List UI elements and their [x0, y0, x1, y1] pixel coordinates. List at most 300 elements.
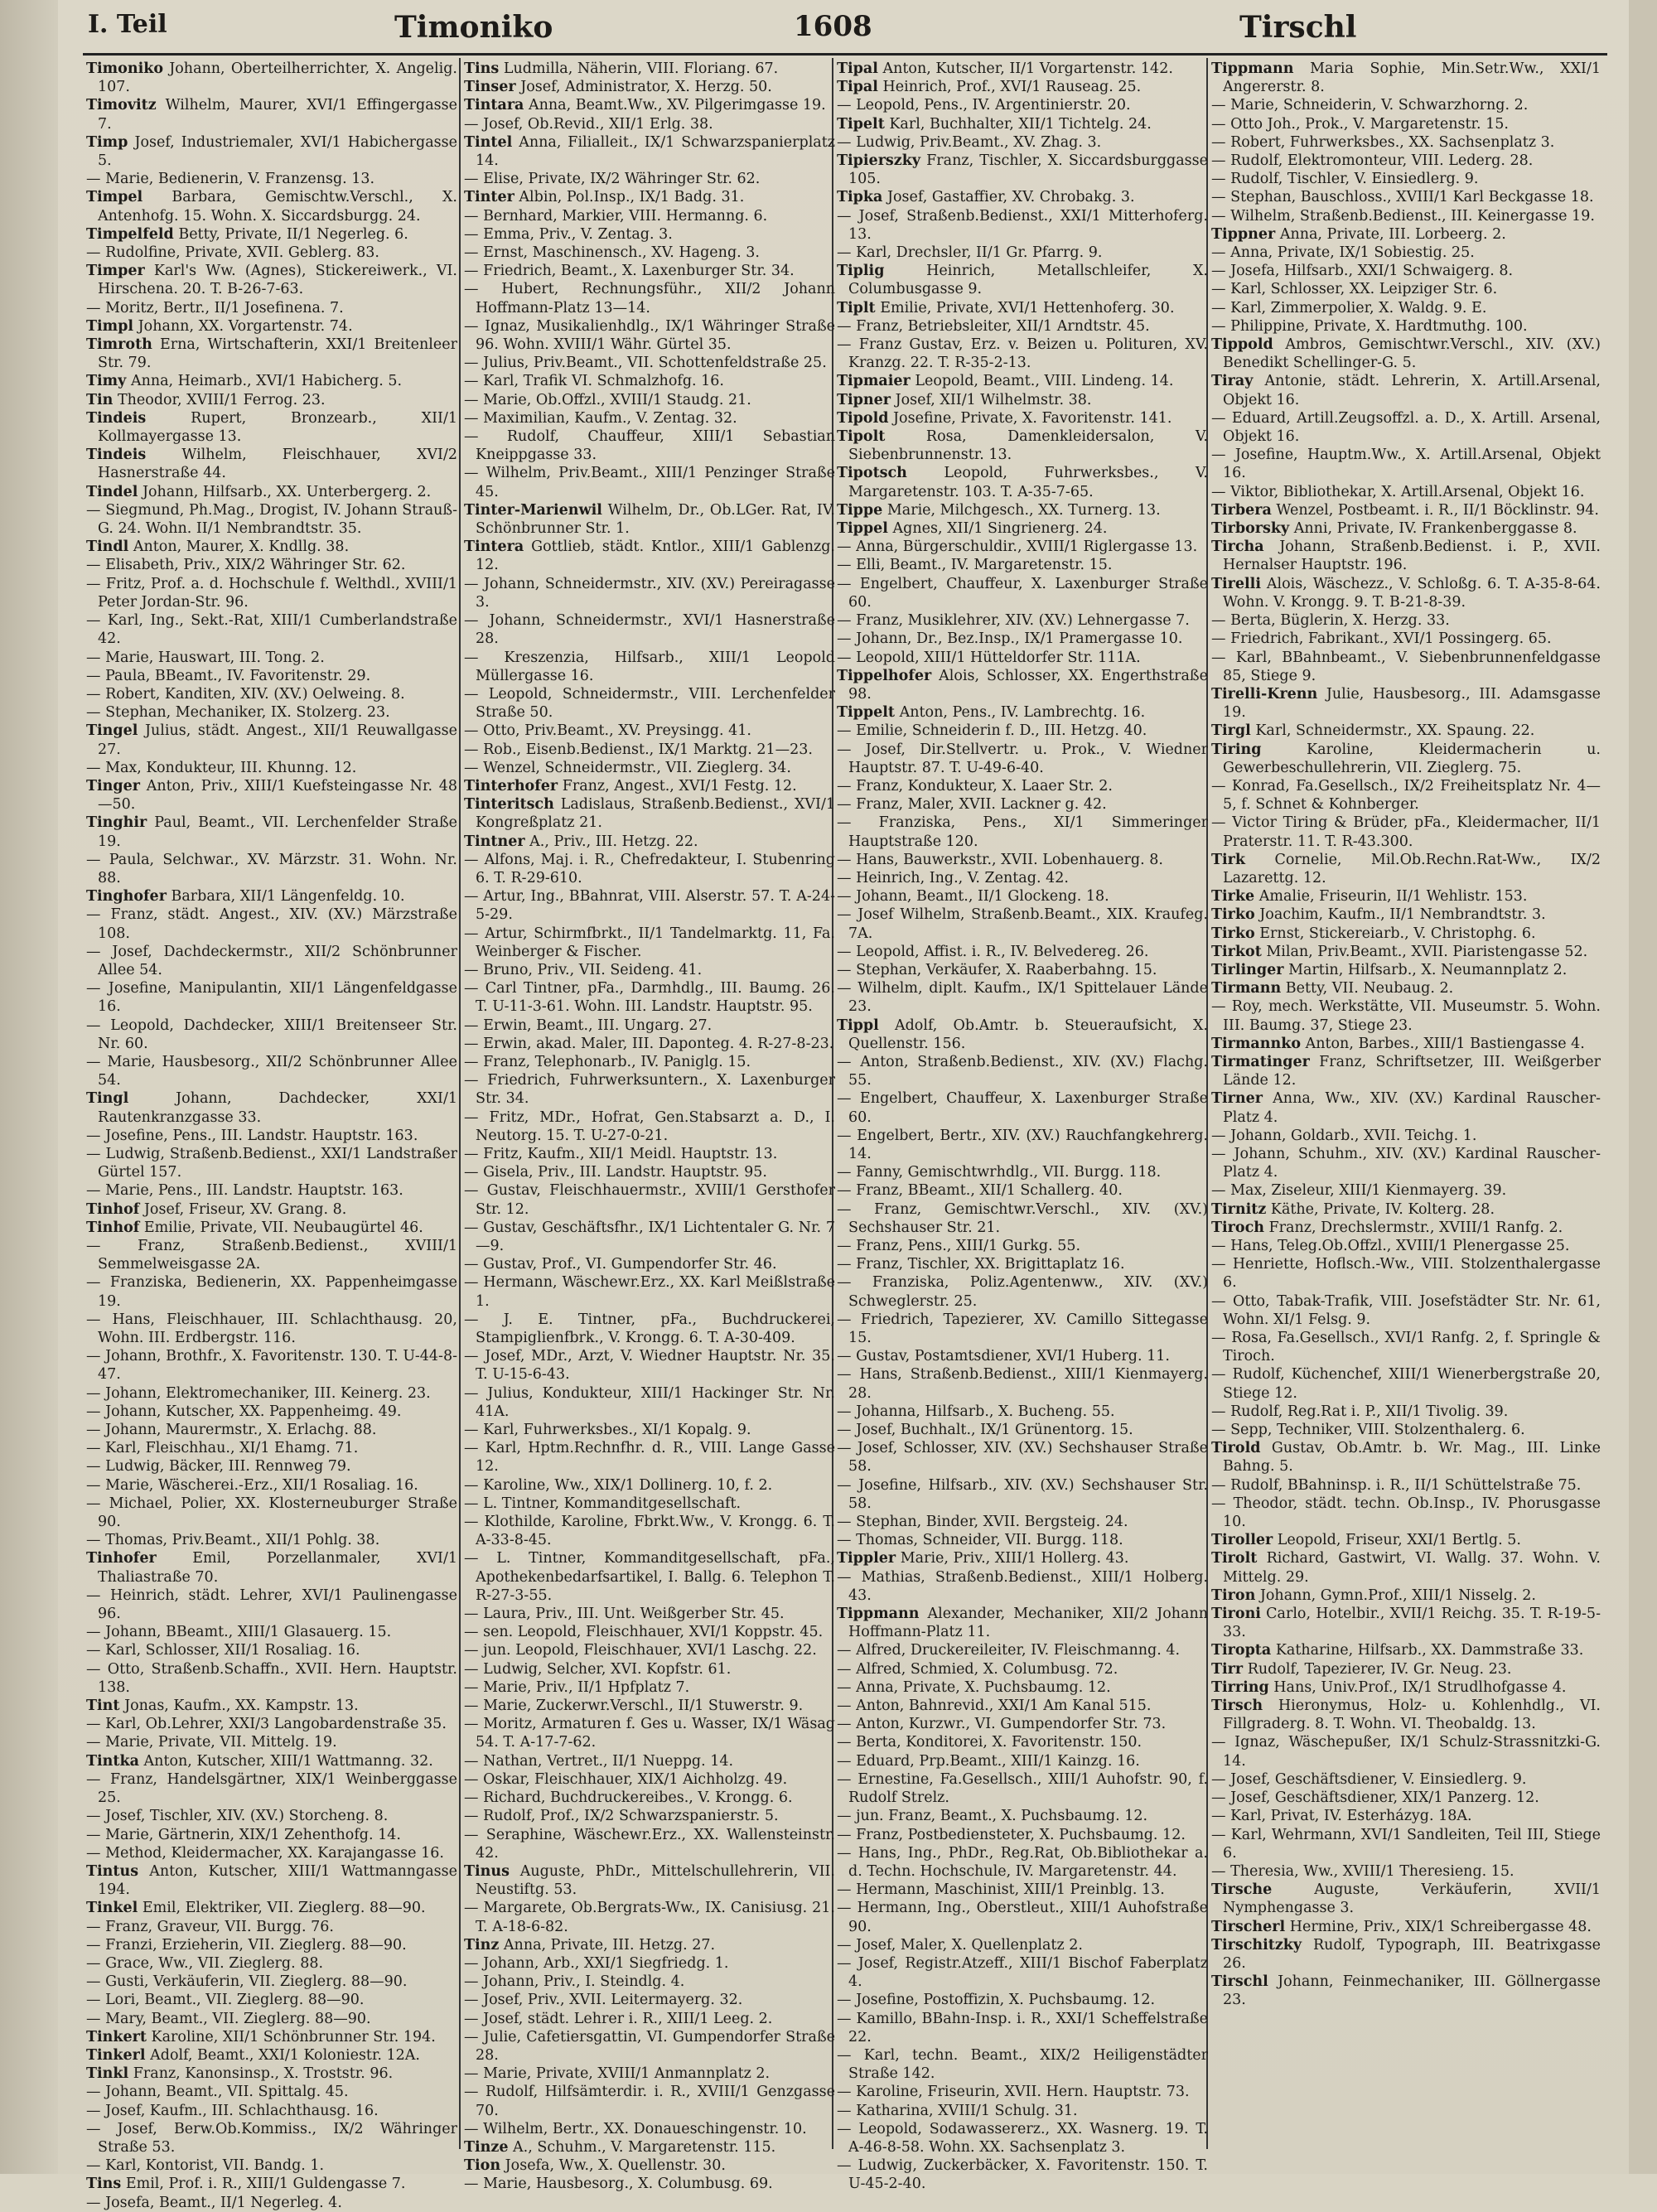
directory-entry [837, 244, 1208, 262]
entry-details: — Siegmund, Ph.Mag., Drogist, IV. Johann Strauß-G. 24. Wohn. II/1 Nembrandtstr. 35. [86, 501, 457, 538]
header-last-entry: Tirschl [1239, 10, 1357, 45]
entry-surname: Tirlinger [1211, 961, 1284, 978]
entry-details: — Heinrich, Ing., V. Zentag. 42. [837, 869, 1069, 886]
directory-entry [464, 685, 835, 722]
directory-entry [837, 464, 1208, 500]
directory-entry [1211, 409, 1601, 446]
entry-surname: Timper [86, 263, 145, 280]
directory-entry [837, 1017, 1208, 1053]
entry-details: — Leopold, Pens., IV. Argentinierstr. 20. [837, 97, 1131, 114]
entry-details: — Josefine, Hilfsarb., XIV. (XV.) Sechshauser Str. 58. [837, 1476, 1208, 1512]
entry-surname: Tipelt [837, 115, 885, 133]
directory-entry [464, 207, 835, 225]
entry-surname: Tinhof [86, 1219, 140, 1236]
entry-surname: Tirolt [1211, 1550, 1258, 1567]
directory-entry [837, 1403, 1208, 1421]
directory-entry [86, 1641, 457, 1659]
directory-entry [837, 1127, 1208, 1163]
entry-surname: Tintner [464, 833, 525, 850]
entry-details: — Laura, Priv., III. Unt. Weißgerber Str. 45. [464, 1606, 785, 1623]
directory-entry [86, 2120, 457, 2156]
entry-details: Anton, Kutscher, XIII/1 Wattmanng. 32. [143, 1752, 433, 1770]
entry-details: — Franz, Betriebsleiter, XII/1 Arndtstr. 45. [837, 317, 1150, 335]
entry-details: — Hans, Straßenb.Bedienst., XIII/1 Kienmayerg. 28. [837, 1366, 1208, 1402]
directory-entry [837, 1273, 1208, 1310]
directory-entry [464, 1770, 835, 1789]
entry-details: — Alfons, Maj. i. R., Chefredakteur, I. Stubenring 6. T. R-29-610. [464, 851, 835, 886]
directory-entry [464, 464, 835, 500]
entry-details: Heinrich, Metallschleifer, X. Columbusgasse 9. [848, 263, 1208, 298]
directory-entry [86, 1053, 457, 1089]
directory-entry [837, 1697, 1208, 1715]
entry-details: — Franz, Musiklehrer, XIV. (XV.) Lehnergasse 7. [837, 612, 1190, 630]
entry-details: Joachim, Kaufm., II/1 Nembrandtstr. 3. [1259, 906, 1546, 924]
directory-entry [1211, 336, 1601, 372]
entry-details: — Hans, Teleg.Ob.Offzl., XVIII/1 Plenergasse 25. [1211, 1238, 1570, 1254]
directory-entry [464, 1053, 835, 1071]
entry-details: — Josef, Dachdeckermstr., XII/2 Schönbrunner Allee 54. [86, 943, 457, 978]
entry-details: — Marie, Zuckerwr.Verschl., II/1 Stuwerstr. 9. [464, 1698, 804, 1715]
entry-details: Anna, Heimarb., XVI/1 Habicherg. 5. [130, 373, 403, 390]
entry-details: — Hermann, Wäschewr.Erz., XX. Karl Meißlstraße 1. [464, 1274, 835, 1310]
entry-details: — Alfred, Druckereileiter, IV. Fleischmanng. 4. [837, 1642, 1181, 1659]
directory-entry [464, 1549, 835, 1605]
directory-entry [464, 741, 835, 759]
directory-entry [1211, 685, 1601, 722]
directory-entry [86, 1347, 457, 1384]
entry-details: — Otto, Straßenb.Schaffn., XVII. Hern. Hauptstr. 138. [86, 1660, 457, 1696]
entry-details: Johann, Hilfsarb., XX. Unterbergerg. 2. [143, 483, 432, 500]
entry-details: — Franziska, Pens., XI/1 Simmeringer Hauptstraße 120. [837, 814, 1208, 850]
directory-entry [837, 1311, 1208, 1347]
entry-details: Milan, Priv.Beamt., XVII. Piaristengasse 52. [1266, 943, 1588, 960]
entry-details: — Ignaz, Musikalienhdlg., IX/1 Währinger Straße 96. Wohn. XVIII/1 Währ. Gürtel 35. [464, 317, 835, 354]
entry-details: — Henriette, Hoflsch.-Ww., VIII. Stolzenthalergasse 6. [1211, 1256, 1601, 1292]
entry-details: — Marie, Hausbesorg., XII/2 Schönbrunner Allee 54. [86, 1053, 457, 1089]
entry-details: — Karl, Ob.Lehrer, XXI/3 Langobardenstraße 35. [86, 1716, 447, 1733]
entry-details: — Roy, mech. Werkstätte, VII. Museumstr. 5. Wohn. III. Baumg. 37, Stiege 23. [1211, 998, 1601, 1034]
directory-entry [464, 1108, 835, 1145]
entry-surname: Tion [464, 2157, 501, 2175]
directory-entry [1211, 317, 1601, 336]
entry-surname: Tippmann [1211, 60, 1294, 77]
entry-details: — Hermann, Ing., Oberstleut., XIII/1 Auhofstraße 90. [837, 1900, 1208, 1935]
directory-entry [1211, 1807, 1601, 1825]
directory-entry [837, 262, 1208, 298]
directory-entry [86, 943, 457, 979]
entry-surname: Tipold [837, 409, 889, 427]
entry-details: — Josef, Schlosser, XIV. (XV.) Sechshauser Straße 58. [837, 1440, 1208, 1475]
directory-entry [464, 795, 835, 832]
entry-details: Wenzel, Postbeamt. i. R., II/1 Böcklinstr. 94. [1276, 501, 1599, 519]
entry-details: — Erwin, Beamt., III. Ungarg. 27. [464, 1017, 713, 1034]
entry-details: Gustav, Ob.Amtr. b. Wr. Mag., III. Linke Bahng. 5. [1223, 1440, 1601, 1475]
directory-entry [86, 299, 457, 317]
entry-surname: Tirscherl [1211, 1918, 1286, 1935]
entry-surname: Tinghir [86, 814, 147, 832]
directory-entry [464, 1219, 835, 1255]
directory-entry [1211, 244, 1601, 262]
directory-entry [464, 96, 835, 114]
directory-entry [1211, 1789, 1601, 1807]
entry-details: — Josef, Kaufm., III. Schlachthausg. 16. [86, 2102, 379, 2119]
entry-details: — Paula, BBeamt., IV. Favoritenstr. 29. [86, 667, 371, 684]
entry-surname: Tiroch [1211, 1219, 1264, 1236]
entry-details: — jun. Leopold, Fleischhauer, XVI/1 Laschg. 22. [464, 1642, 817, 1659]
directory-entry [837, 60, 1208, 78]
entry-details: Ladislaus, Straßenb.Bedienst., XVI/1 Kongreßplatz 21. [476, 796, 835, 832]
entry-surname: Tirring [1211, 1678, 1269, 1696]
entry-details: Julie, Hausbesorg., III. Adamsgasse 19. [1223, 685, 1601, 722]
entry-details: Anna, Ww., XIV. (XV.) Kardinal Rauscher-Platz 4. [1223, 1090, 1601, 1126]
column-divider [459, 58, 461, 2149]
entry-details: — Viktor, Bibliothekar, X. Artill.Arsenal, Objekt 16. [1211, 483, 1585, 500]
directory-entry [464, 1163, 835, 1181]
entry-details: — Josefine, Pens., III. Landstr. Hauptstr. 163. [86, 1127, 418, 1144]
entry-details: — Heinrich, städt. Lehrer, XVI/1 Paulinengasse 96. [86, 1587, 457, 1623]
directory-entry [837, 1347, 1208, 1365]
entry-surname: Tinghofer [86, 888, 167, 906]
entry-details: Franz, Drechslermstr., XVIII/1 Ranfg. 2. [1268, 1219, 1563, 1236]
directory-entry [1211, 906, 1601, 924]
directory-entry [837, 961, 1208, 979]
entry-details: — Stephan, Bauschloss., XVIII/1 Karl Beckgasse 18. [1211, 189, 1594, 206]
directory-entry [1211, 60, 1601, 96]
directory-entry [1211, 1862, 1601, 1881]
directory-entry [464, 1623, 835, 1641]
entry-details: — Otto, Tabak-Trafik, VIII. Josefstädter Str. Nr. 61, Wohn. XI/1 Felsg. 9. [1211, 1292, 1601, 1328]
directory-entry [837, 538, 1208, 556]
directory-entry [837, 1476, 1208, 1513]
entry-surname: Tirbera [1211, 501, 1272, 519]
directory-entry [1211, 630, 1601, 648]
entry-details: Anna, Filialleit., IX/1 Schwarzspanierplatz 14. [476, 133, 835, 170]
entry-details: — Eduard, Artill.Zeugsoffzl. a. D., X. Artill. Arsenal, Objekt 16. [1211, 409, 1601, 446]
entry-details: — Gusti, Verkäuferin, VII. Zieglerg. 88—90. [86, 1973, 408, 1991]
entry-details: — Leopold, XIII/1 Hütteldorfer Str. 111A. [837, 649, 1141, 666]
entry-details: Josef, XII/1 Wilhelmstr. 38. [895, 391, 1092, 408]
entry-details: — Hans, Ing., PhDr., Reg.Rat, Ob.Bibliothekar a. d. Techn. Hochschule, IV. Margaretenstr. 44. [837, 1844, 1208, 1880]
entry-details: — Franziska, Poliz.Agentenww., XIV. (XV.) Schweglerstr. 25. [837, 1274, 1208, 1310]
directory-entry [1211, 814, 1601, 850]
entry-details: — Johann, Kutscher, XX. Pappenheimg. 49. [86, 1403, 402, 1420]
directory-entry [86, 1862, 457, 1899]
directory-entry [1211, 133, 1601, 152]
entry-surname: Tipierszky [837, 152, 920, 170]
directory-entry [464, 1071, 835, 1108]
entry-details: — Rudolf, Chauffeur, XIII/1 Sebastian Kneippgasse 33. [464, 428, 835, 464]
directory-entry [86, 372, 457, 390]
entry-details: — Franz, Telephonarb., IV. Paniglg. 15. [464, 1053, 751, 1070]
directory-entry [86, 262, 457, 298]
entry-details: Hieronymus, Holz- u. Kohlenhdlg., VI. Fillgraderg. 8. T. Wohn. VI. Theobaldg. 13. [1223, 1698, 1601, 1733]
directory-entry [86, 1311, 457, 1347]
directory-entry [837, 1660, 1208, 1678]
entry-details: — Lori, Beamt., VII. Zieglerg. 88—90. [86, 1992, 365, 2009]
entry-surname: Tintara [464, 97, 524, 114]
entry-surname: Tirmann [1211, 980, 1282, 997]
entry-details: Anni, Private, IV. Frankenberggasse 8. [1293, 520, 1577, 538]
entry-details: Josefa, Ww., X. Quellenstr. 30. [505, 2157, 726, 2175]
entry-details: — Moritz, Bertr., II/1 Josefinena. 7. [86, 299, 344, 316]
entry-surname: Tiplt [837, 299, 876, 316]
directory-entry [86, 1549, 457, 1586]
directory-entry [1211, 280, 1601, 298]
entry-surname: Tirgl [1211, 722, 1251, 740]
entry-details: Josef, Administrator, X. Herzg. 50. [520, 79, 772, 96]
entry-details: — Franz, Tischler, XX. Brigittaplatz 16. [837, 1256, 1125, 1273]
entry-surname: Tinkel [86, 1900, 138, 1917]
directory-entry [837, 519, 1208, 538]
entry-details: — L. Tintner, Kommanditgesellschaft, pFa., Apothekenbedarfsartikel, I. Ballg. 6. Telephon T. R-27-3-55. [464, 1550, 835, 1604]
directory-entry [464, 851, 835, 887]
directory-entry [464, 78, 835, 96]
directory-entry [464, 133, 835, 170]
entry-details: Johann, Straßenb.Bedienst. i. P., XVII. Hernalser Hauptstr. 196. [1223, 539, 1601, 574]
entry-surname: Tippelhofer [837, 667, 932, 684]
entry-details: Betty, Private, II/1 Negerleg. 6. [178, 225, 408, 243]
entry-details: — Julius, Priv.Beamt., VII. Schottenfeldstraße 25. [464, 355, 827, 372]
directory-entry [86, 225, 457, 244]
entry-details: — Victor Tiring & Brüder, pFa., Kleidermacher, II/1 Praterstr. 11. T. R-43.300. [1211, 814, 1601, 850]
entry-surname: Tins [464, 60, 500, 77]
entry-details: — Fritz, Kaufm., XII/1 Meidl. Hauptstr. 13. [464, 1145, 778, 1162]
directory-entry [86, 1219, 457, 1237]
entry-details: — Josef, Ob.Revid., XII/1 Erlg. 38. [464, 115, 713, 133]
entry-details: Anton, Kutscher, II/1 Vorgartenstr. 142. [882, 60, 1173, 77]
directory-entry [837, 611, 1208, 630]
entry-surname: Tinser [464, 79, 516, 96]
entry-surname: Tiroller [1211, 1532, 1273, 1549]
directory-entry [464, 1311, 835, 1347]
entry-details: — Johann, Beamt., II/1 Glockeng. 18. [837, 888, 1109, 906]
entry-details: — Friedrich, Fuhrwerksuntern., X. Laxenburger Str. 34. [464, 1072, 835, 1108]
entry-surname: Tintera [464, 539, 524, 556]
entry-surname: Tirschl [1211, 1973, 1268, 1991]
entry-details: — Karl, Drechsler, II/1 Gr. Pfarrg. 9. [837, 244, 1103, 262]
entry-details: — Gisela, Priv., III. Landstr. Hauptstr. 95. [464, 1164, 767, 1181]
directory-entry [464, 262, 835, 280]
entry-details: Ludmilla, Näherin, VIII. Floriang. 67. [503, 60, 779, 77]
entry-surname: Timp [86, 133, 128, 151]
directory-entry [1211, 1697, 1601, 1733]
directory-entry [464, 1273, 835, 1310]
entry-details: — Robert, Kanditen, XIV. (XV.) Oelweing. 8. [86, 685, 405, 703]
entry-surname: Tinter-Marienwil [464, 501, 602, 519]
entry-details: — Fanny, Gemischtwrhdlg., VII. Burgg. 118. [837, 1164, 1162, 1181]
directory-entry [1211, 1145, 1601, 1181]
entry-details: Alexander, Mechaniker, XII/2 Johann Hoffmann-Platz 11. [848, 1606, 1208, 1641]
entry-details: Käthe, Private, IV. Kolterg. 28. [1270, 1200, 1495, 1218]
page-header [80, 7, 1607, 56]
directory-entry [464, 2138, 835, 2156]
entry-details: — Marie, Hausbesorg., X. Columbusg. 69. [464, 2176, 773, 2193]
entry-surname: Timovitz [86, 97, 157, 114]
directory-entry [464, 2010, 835, 2028]
entry-surname: Tippold [1211, 336, 1273, 354]
directory-entry [464, 979, 835, 1016]
directory-entry [1211, 1660, 1601, 1678]
directory-entry [1211, 1476, 1601, 1495]
entry-details: Franz, Kanonsinsp., X. Troststr. 96. [133, 2065, 394, 2083]
entry-surname: Tirold [1211, 1440, 1261, 1457]
directory-entry [464, 575, 835, 611]
directory-entry [837, 556, 1208, 574]
directory-entry [86, 2083, 457, 2101]
entry-details: — Josef, Maler, X. Quellenplatz 2. [837, 1936, 1083, 1954]
directory-entry [464, 777, 835, 795]
entry-details: Barbara, Gemischtw.Verschl., X. Antenhofg. 15. Wohn. X. Siccardsburgg. 24. [98, 189, 457, 225]
entry-details: — Rudolf, BBahninsp. i. R., II/1 Schüttelstraße 75. [1211, 1476, 1582, 1494]
directory-entry [464, 538, 835, 574]
directory-entry [1211, 1439, 1601, 1475]
directory-entry [86, 2194, 457, 2212]
directory-entry [464, 1660, 835, 1678]
directory-entry [464, 225, 835, 244]
directory-entry [464, 391, 835, 409]
directory-entry [86, 501, 457, 538]
directory-entry [464, 1678, 835, 1697]
directory-entry [1211, 1733, 1601, 1770]
entry-details: — Hermann, Maschinist, XIII/1 Preinblg. 13. [837, 1881, 1165, 1899]
directory-entry [464, 1826, 835, 1862]
entry-surname: Tironi [1211, 1606, 1261, 1623]
directory-entry [1211, 262, 1601, 280]
directory-entry [86, 188, 457, 225]
directory-entry [464, 317, 835, 354]
directory-entry [86, 483, 457, 501]
directory-entry [86, 2046, 457, 2065]
entry-details: — Thomas, Schneider, VII. Burgg. 118. [837, 1532, 1123, 1549]
entry-details: — Seraphine, Wäschewr.Erz., XX. Wallensteinstr. 42. [464, 1826, 835, 1862]
entry-details: Franz, Tischler, X. Siccardsburggasse 105. [848, 152, 1208, 188]
entry-details: — Rudolf, Küchenchef, XIII/1 Wienerbergstraße 20, Stiege 12. [1211, 1366, 1601, 1402]
entry-details: — Julie, Cafetiersgattin, VI. Gumpendorfer Straße 28. [464, 2028, 835, 2064]
entry-details: Karl, Schneidermstr., XX. Spaung. 22. [1255, 722, 1535, 740]
entry-details: — Marie, Hauswart, III. Tong. 2. [86, 649, 325, 666]
entry-details: — Sepp, Techniker, VIII. Stolzenthalerg. 6. [1211, 1422, 1525, 1439]
entry-details: — Franz, Maler, XVII. Lackner g. 42. [837, 796, 1107, 814]
directory-entry [86, 1770, 457, 1807]
directory-entry [464, 1035, 835, 1053]
entry-details: Maria Sophie, Min.Setr.Ww., XXI/1 Angererstr. 8. [1223, 60, 1601, 96]
directory-entry [86, 1273, 457, 1310]
directory-entry [1211, 1200, 1601, 1219]
directory-entry [464, 1715, 835, 1751]
entry-surname: Tindeis [86, 447, 147, 464]
right-edge [1629, 0, 1657, 2174]
entry-details: — Josef, Tischler, XIV. (XV.) Storcheng. 8. [86, 1808, 389, 1825]
directory-entry [86, 446, 457, 482]
entry-details: Hans, Univ.Prof., IX/1 Strudlhofgasse 4. [1273, 1678, 1567, 1696]
entry-details: — Philippine, Private, X. Hardtmuthg. 100. [1211, 317, 1528, 335]
entry-details: Anton, Kutscher, XIII/1 Wattmanngasse 194. [98, 1862, 457, 1899]
entry-details: — Ludwig, Selcher, XVI. Kopfstr. 61. [464, 1660, 732, 1678]
entry-details: Albin, Pol.Insp., IX/1 Badg. 31. [519, 189, 745, 206]
directory-entry [464, 1384, 835, 1421]
directory-entry [86, 1145, 457, 1181]
entry-details: Adolf, Beamt., XXI/1 Koloniestr. 12A. [150, 2046, 420, 2064]
entry-details: Auguste, Verkäuferin, XVII/1 Nymphengasse 3. [1223, 1881, 1601, 1917]
entry-surname: Tipal [837, 60, 878, 77]
directory-entry [86, 170, 457, 188]
entry-details: — Gustav, Postamtsdiener, XVI/1 Huberg. 11. [837, 1348, 1170, 1365]
directory-entry [464, 170, 835, 188]
entry-details: — Josef, Registr.Atzeff., XIII/1 Bischof Faberplatz 4. [837, 1954, 1208, 1991]
entry-details: — Mary, Beamt., VII. Zieglerg. 88—90. [86, 2010, 371, 2027]
entry-details: Wilhelm, Fleischhauer, XVI/2 Hasnerstraße 44. [98, 447, 457, 482]
column-3 [837, 60, 1208, 2193]
page-number: 1608 [794, 10, 872, 43]
entry-details: Alois, Schlosser, XX. Engerthstraße 98. [848, 667, 1208, 703]
entry-details: — Anton, Straßenb.Bedienst., XIV. (XV.) Flachg. 55. [837, 1053, 1208, 1089]
directory-entry [464, 1954, 835, 1973]
entry-details: — Marie, Wäscherei.-Erz., XII/1 Rosaliag. 16. [86, 1476, 418, 1494]
directory-entry [1211, 1881, 1601, 1917]
entry-details: Martin, Hilfsarb., X. Neumannplatz 2. [1288, 961, 1568, 978]
entry-surname: Tirelli-Krenn [1211, 685, 1318, 703]
entry-details: — Julius, Kondukteur, XIII/1 Hackinger Str. Nr. 41A. [464, 1384, 835, 1420]
entry-surname: Tintus [86, 1862, 139, 1880]
directory-entry [837, 1881, 1208, 1899]
entry-details: Adolf, Ob.Amtr. b. Steueraufsicht, X. Quellenstr. 156. [848, 1017, 1208, 1052]
directory-entry [86, 777, 457, 814]
directory-entry [837, 1807, 1208, 1825]
entry-surname: Tiplig [837, 263, 885, 280]
entry-details: — Mathias, Straßenb.Bedienst., XIII/1 Holberg. 43. [837, 1568, 1208, 1604]
entry-details: Josef, Friseur, XV. Grang. 8. [143, 1200, 347, 1218]
directory-entry [837, 1549, 1208, 1567]
entry-details: — Wenzel, Schneidermstr., VII. Zieglerg. 34. [464, 759, 791, 776]
entry-details: — Wilhelm, Straßenb.Bedienst., III. Keinergasse 19. [1211, 207, 1595, 225]
directory-entry [86, 1017, 457, 1053]
entry-details: Karl's Ww. (Agnes), Stickereiwerk., VI. Hirschena. 20. T. B-26-7-63. [98, 263, 457, 298]
directory-entry [1211, 446, 1601, 482]
entry-surname: Tinze [464, 2138, 509, 2156]
entry-surname: Tirsch [1211, 1698, 1263, 1715]
directory-entry [86, 244, 457, 262]
directory-entry [464, 649, 835, 685]
entry-surname: Tipolt [837, 428, 886, 446]
entry-details: — Erwin, akad. Maler, III. Dapontеg. 4. R-27-8-23. [464, 1035, 834, 1052]
directory-entry [837, 1237, 1208, 1255]
directory-entry [1211, 483, 1601, 501]
entry-surname: Tipka [837, 189, 883, 206]
entry-details: Alois, Wäschezz., V. Schloßg. 6. T. A-35-8-64. Wohn. V. Krongg. 9. T. B-21-8-39. [1223, 575, 1601, 611]
directory-entry [1211, 1403, 1601, 1421]
directory-entry [464, 1697, 835, 1715]
directory-entry [86, 759, 457, 777]
entry-details: — Gustav, Prof., VI. Gumpendorfer Str. 46. [464, 1256, 777, 1273]
directory-entry [86, 1991, 457, 2009]
directory-entry [1211, 538, 1601, 574]
entry-surname: Tingel [86, 722, 138, 740]
entry-details: — Karl, Trafik VI. Schmalzhofg. 16. [464, 373, 724, 390]
entry-details: Ambros, Gemischtwr.Verschl., XIV. (XV.) Benedikt Schellinger-G. 5. [1223, 336, 1601, 372]
directory-entry [464, 1991, 835, 2009]
entry-details: — Klothilde, Karoline, Fbrkt.Ww., V. Krongg. 6. T. A-33-8-45. [464, 1514, 835, 1549]
directory-entry [86, 1237, 457, 1273]
entry-details: — Marie, Schneiderin, V. Schwarzhorng. 2. [1211, 97, 1529, 114]
entry-details: — Franzi, Erzieherin, VII. Zieglerg. 88—90. [86, 1936, 407, 1954]
entry-details: — Rosa, Fa.Gesellsch., XVI/1 Ranfg. 2, f. Springle & Tiroch. [1211, 1330, 1601, 1365]
entry-details: — Paula, Selchwar., XV. Märzstr. 31. Wohn. Nr. 88. [86, 851, 457, 886]
directory-entry [1211, 575, 1601, 611]
directory-entry [837, 667, 1208, 703]
entry-details: Emil, Elektriker, VII. Zieglerg. 88—90. [142, 1900, 426, 1917]
directory-entry [86, 887, 457, 906]
entry-surname: Tippmann [837, 1606, 920, 1623]
